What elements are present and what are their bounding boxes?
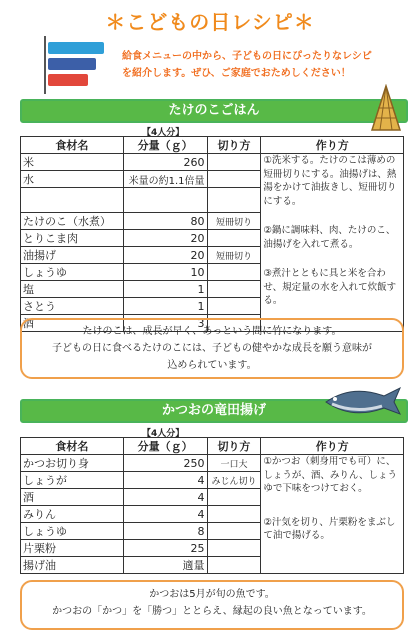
bamboo-shoot-icon: [366, 84, 406, 134]
table-row: たけのこ（水煮） 80 短冊切り: [21, 213, 404, 230]
header-cut: 切り方: [207, 438, 261, 455]
header-amount: 分量（ｇ）: [123, 438, 207, 455]
recipe2-steps: ①かつお（刺身用でも可）に、しょうが、酒、みりん、しょうゆで下味をつけておく。 ②汁気を切り、片栗粉をまぶして油で揚げる。: [261, 455, 404, 574]
table-row: かつお切り身 250 一口大 ①かつお（刺身用でも可）に、しょうが、酒、みりん、しょうゆで下味をつけておく。 ②汁気を切り、片栗粉をまぶして油で揚げる。: [21, 455, 404, 472]
header-ingredient: 食材名: [21, 438, 124, 455]
header-ingredient: 食材名: [21, 137, 124, 154]
table-row: しょうゆ 10: [21, 264, 404, 281]
bonito-fish-icon: [322, 382, 404, 420]
table-row: 酒 3: [21, 315, 404, 332]
recipe1-title-banner: たけのこごはん: [20, 99, 408, 123]
table-row: みりん 4: [21, 506, 404, 523]
table-row: 塩 1: [21, 281, 404, 298]
header-amount: 分量（ｇ）: [123, 137, 207, 154]
koinobori-illustration: [40, 36, 110, 96]
recipe1-note: たけのこは、成長が早く、あっという間に竹になります。 子どもの日に食べるたけのこには、子どもの健やかな成長を願う意味が 込められています。: [20, 318, 404, 379]
recipe1-table: [20, 136, 404, 332]
table-row: 揚げ油 適量: [21, 557, 404, 574]
recipe1-steps: ①洗米する。たけのこは薄めの短冊切りにする。油揚げは、熱湯をかけて油抜きし、短冊切りにする。 ②鍋に調味料、肉、たけのこ、油揚げを入れて煮る。 ③煮汁とともに具と米を合わせ、規定量の水を入れて炊飯する。: [261, 154, 404, 332]
table-row: とりこま肉 20: [21, 230, 404, 247]
table-row: しょうゆ 8: [21, 523, 404, 540]
table-row: さとう 1: [21, 298, 404, 315]
header-method: 作り方: [261, 137, 404, 154]
table-row: 水 米量の約1.1倍量: [21, 171, 404, 188]
table-row: 油揚げ 20 短冊切り: [21, 247, 404, 264]
table-row: しょうが 4 みじん切り: [21, 472, 404, 489]
recipe2-servings: 【4人分】: [142, 429, 185, 439]
table-row: 酒 4: [21, 489, 404, 506]
intro-text: 給食メニューの中から、子どもの日にぴったりなレシピ を紹介します。ぜひ、ご家庭でおためしください！: [122, 51, 372, 79]
recipe1-servings: 【4人分】: [142, 128, 185, 138]
page-title: ＊こどもの日レシピ＊: [105, 10, 315, 34]
recipe2-title-banner: かつおの竜田揚げ: [20, 399, 408, 423]
header-cut: 切り方: [207, 137, 261, 154]
header-method: 作り方: [261, 438, 404, 455]
recipe2-table: [20, 437, 404, 574]
table-row: 片栗粉 25: [21, 540, 404, 557]
recipe2-note: かつおは5月が旬の魚です。 かつおの「かつ」を「勝つ」ととらえ、縁起の良い魚となっています。: [20, 580, 404, 630]
table-row: 米 260 ①洗米する。たけのこは薄めの短冊切りにする。油揚げは、熱湯をかけて油抜きし、短冊切りにする。 ②鍋に調味料、肉、たけのこ、油揚げを入れて煮る。 ③煮汁とともに具と米を合わせ、規定量の水を入れて炊飯する。: [21, 154, 404, 171]
